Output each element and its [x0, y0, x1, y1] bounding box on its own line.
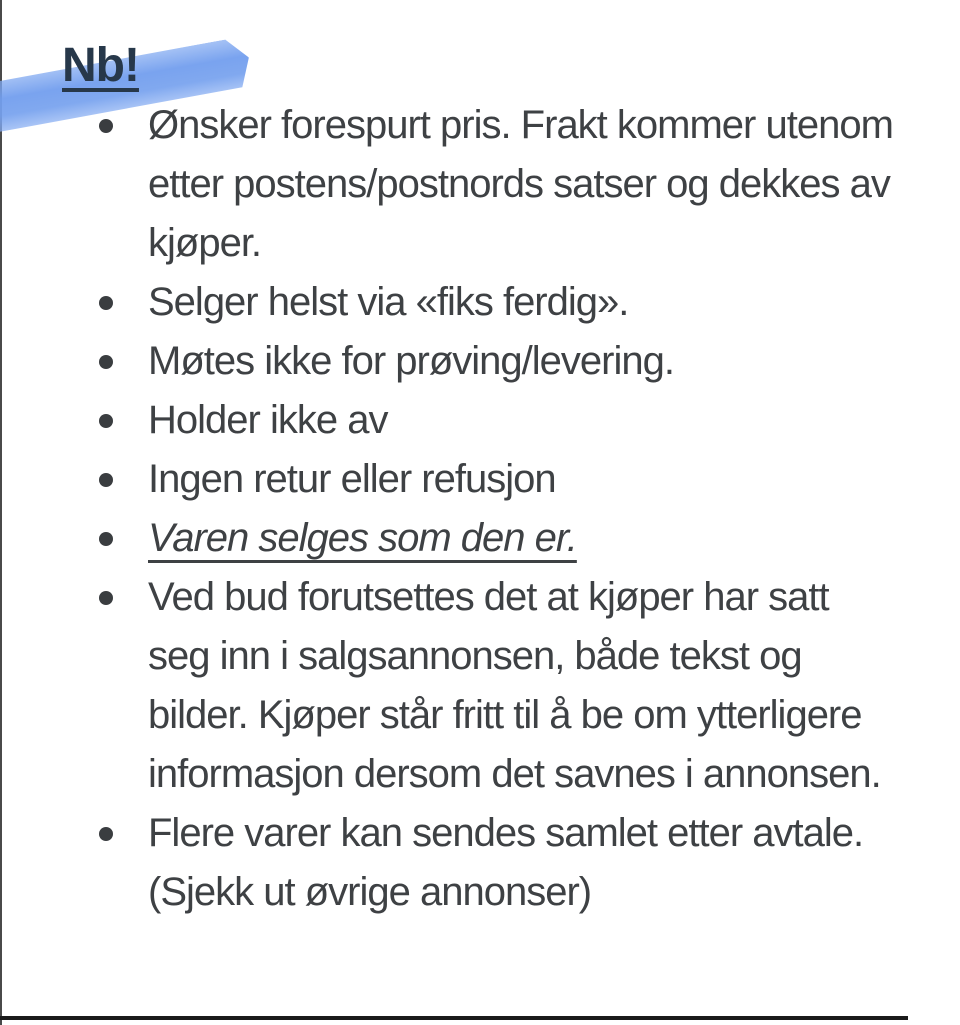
list-item-text: Varen selges som den er. — [148, 516, 577, 560]
list-item — [148, 273, 893, 332]
bullet-dot-icon — [99, 827, 113, 841]
list-item-text: Ønsker forespurt pris. Frakt kommer utenom etter postens/postnords satser og dekkes av kjøper. — [148, 103, 893, 265]
seller-terms-list — [148, 96, 893, 922]
bullet-dot-icon — [99, 355, 113, 369]
list-item-text: Holder ikke av — [148, 398, 388, 442]
bullet-dot-icon — [99, 296, 113, 310]
bullet-dot-icon — [99, 414, 113, 428]
bullet-dot-icon — [99, 473, 113, 487]
list-item — [148, 391, 893, 450]
bullet-dot-icon — [99, 119, 113, 133]
list-item — [148, 332, 893, 391]
list-item-text: Selger helst via «fiks ferdig». — [148, 280, 629, 324]
list-item-text: Ved bud forutsettes det at kjøper har satt seg inn i salgsannonsen, både tekst og bilder. Kjøper står fritt til å be om ytterligere informasjon dersom det savnes i annonsen. — [148, 575, 881, 796]
left-edge-line — [0, 0, 2, 1025]
list-item-text: Flere varer kan sendes samlet etter avtale. (Sjekk ut øvrige annonser) — [148, 811, 864, 914]
list-item-text: Ingen retur eller refusjon — [148, 457, 556, 501]
list-item-emphasized — [148, 509, 893, 568]
bullet-dot-icon — [99, 591, 113, 605]
list-item-text: Møtes ikke for prøving/levering. — [148, 339, 674, 383]
list-item — [148, 96, 893, 273]
list-item — [148, 568, 893, 804]
list-item — [148, 450, 893, 509]
page-title: Nb! — [62, 39, 139, 92]
bullet-dot-icon — [99, 532, 113, 546]
bottom-divider — [0, 1016, 908, 1020]
list-item — [148, 804, 893, 922]
